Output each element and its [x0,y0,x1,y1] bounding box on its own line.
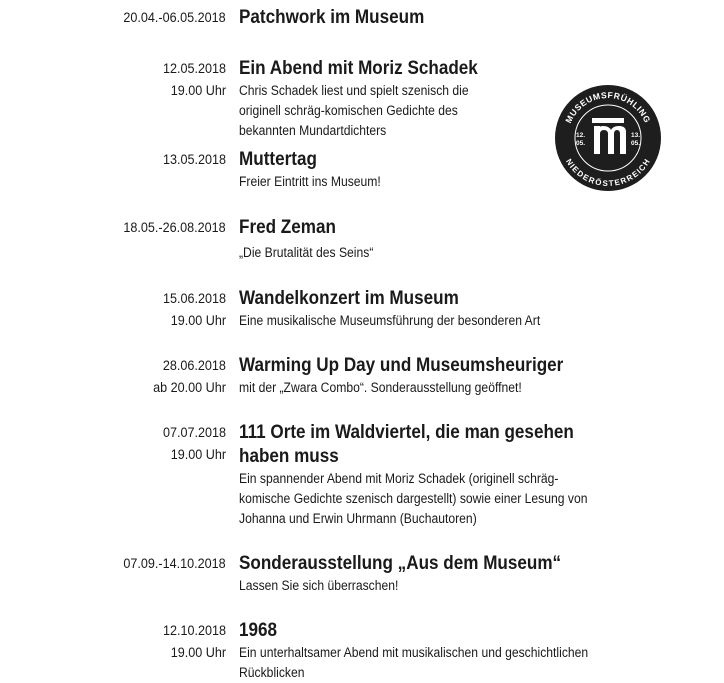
event-date-column [156,619,226,663]
event-description-line: Johanna und Erwin Uhrmann (Buchautoren) [239,511,477,526]
event-content [239,354,659,398]
event-title: Ein Abend mit Moriz Schadek [239,58,478,79]
event-date: 18.05.-26.08.2018 [123,219,226,235]
event-description-line: Freier Eintritt ins Museum! [239,174,381,189]
badge-ring-text-top: MUSEUMSFRÜHLING [563,89,653,125]
badge-date-right-month: 05. [631,140,641,147]
event-content [239,619,659,683]
event-date: 20.04.-06.05.2018 [123,9,226,25]
event-date: 28.06.2018 [162,357,226,373]
event-date: 12.10.2018 [162,622,226,638]
event-time: 19.00 Uhr [170,82,226,98]
event-description-line: Rückblicken [239,665,305,680]
badge-date-right-day: 13. [631,132,641,139]
badge-date-left-month: 05. [576,140,586,147]
event-date-column [112,6,226,28]
event-title: Patchwork im Museum [239,7,425,28]
event-date-column [112,216,226,238]
event-date: 13.05.2018 [162,151,226,167]
event-title: Sonderausstellung „Aus dem Museum“ [239,553,562,574]
event-content [239,287,659,331]
event-content [239,216,659,263]
event-content [239,552,659,596]
museumsfruehling-badge [554,84,662,192]
event-description-line: mit der „Zwara Combo“. Sonderausstellung geöffnet! [239,380,522,395]
event-time: 19.00 Uhr [170,312,226,328]
event-time: 19.00 Uhr [170,644,226,660]
event-description-line: Ein unterhaltsamer Abend mit musikalischen und geschichtlichen [239,645,589,660]
event-description-line: „Die Brutalität des Seins“ [239,245,374,260]
event-description-line: Ein spannender Abend mit Moriz Schadek (originell schräg- [239,471,559,486]
event-description-line: komische Gedichte szenisch dargestellt) sowie einer Lesung von [239,491,588,506]
event-date: 07.07.2018 [162,424,226,440]
event-time: ab 20.00 Uhr [153,379,226,395]
event-time: 19.00 Uhr [170,446,226,462]
event-description-line: Chris Schadek liest und spielt szenisch die [239,83,469,98]
event-content [239,421,659,529]
event-date: 07.09.-14.10.2018 [123,555,226,571]
event-content [239,6,659,30]
badge-ring-text-bottom: NIEDERÖSTERREICH [564,157,652,189]
event-description-line: Eine musikalische Museumsführung der besonderen Art [239,313,541,328]
event-date: 15.06.2018 [162,290,226,306]
event-description-line: bekannten Mundartdichters [239,123,387,138]
event-description-line: originell schräg-komischen Gedichte des [239,103,458,118]
event-date-column [156,421,226,465]
event-date: 12.05.2018 [162,60,226,76]
event-description-line: Lassen Sie sich überraschen! [239,578,399,593]
event-date-column [156,148,226,170]
event-title: 1968 [239,620,278,641]
event-title: Muttertag [239,149,317,170]
event-date-column [145,354,226,398]
event-date-column [112,552,226,574]
event-date-column [156,287,226,331]
event-title: 111 Orte im Waldviertel, die man gesehen [239,422,574,443]
event-title: Fred Zeman [239,217,336,238]
event-title: Warming Up Day und Museumsheuriger [239,355,564,376]
badge-date-left-day: 12. [576,132,586,139]
event-title: Wandelkonzert im Museum [239,288,459,309]
event-date-column [156,57,226,101]
event-title: haben muss [239,446,339,467]
